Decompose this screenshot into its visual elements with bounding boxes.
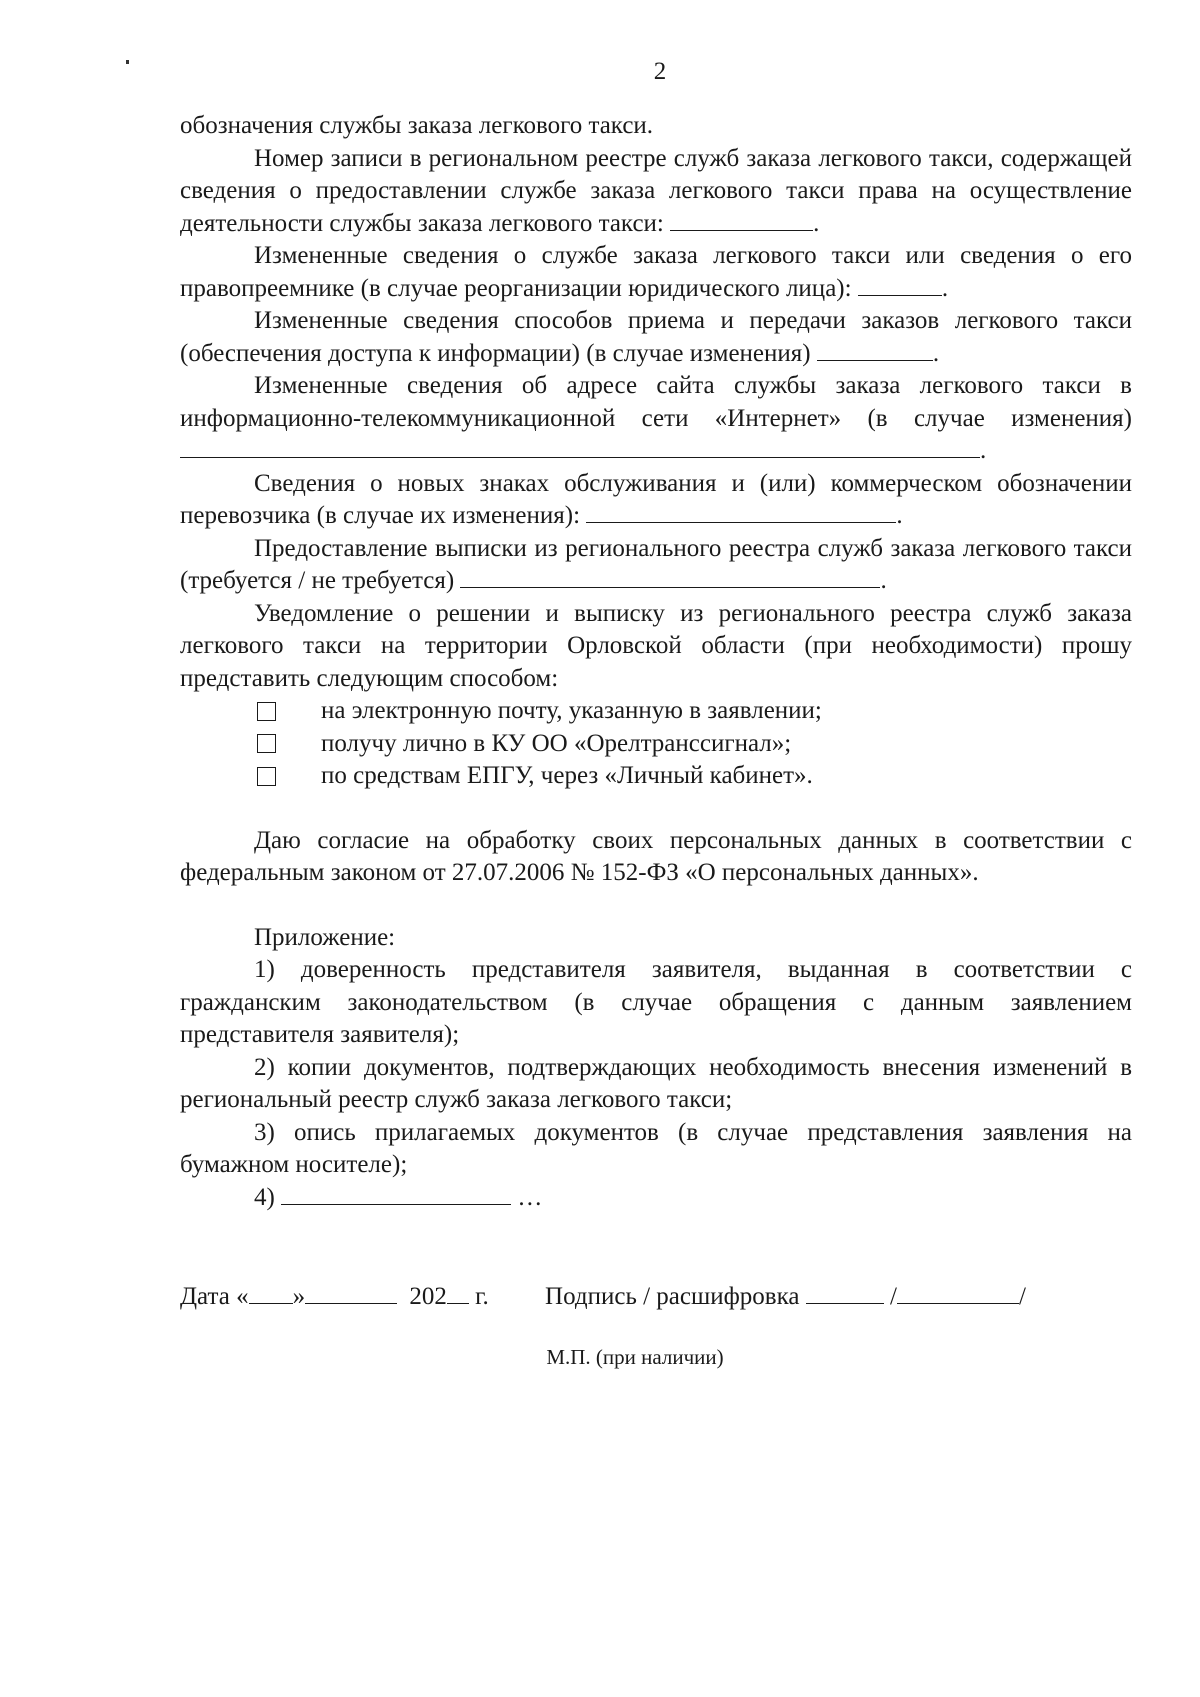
attachments-title: Приложение: [254, 923, 396, 951]
consent-paragraph: Даю согласие на обработку своих персональных данных в соответствии с федеральным законом от 27.07.2006 № 152-ФЗ «О персональных данных». [180, 826, 1132, 886]
paragraph-website: Измененные сведения об адресе сайта службы заказа легкового такси в информационно-телекоммуникационной сети «Интернет» (в случае изменения) . [180, 372, 1132, 464]
attachment-item: 2) копии документов, подтверждающих необходимость внесения изменений в региональный реестр служб заказа легкового такси; [180, 1053, 1132, 1113]
paragraph-changed-info: Измененные сведения о службе заказа легкового такси или сведения о его правопреемнике (в случае реорганизации юридического лица): . [180, 242, 1132, 302]
extract-blank[interactable] [460, 565, 880, 588]
attachment-item: 1) доверенность представителя заявителя, выданная в соответствии с гражданским законодательством (в случае обращения с данным заявлением представителя заявителя); [180, 956, 1132, 1048]
year-suffix: г. [475, 1283, 489, 1310]
paragraph-extract: Предоставление выписки из регионального реестра служб заказа легкового такси (требуется / не требуется) . [180, 534, 1132, 594]
year-blank[interactable] [447, 1281, 469, 1304]
delivery-option-label: на электронную почту, указанную в заявлении; [321, 697, 822, 724]
delivery-option-label: получу лично в КУ ОО «Орелтранссигнал»; [321, 729, 792, 757]
year-prefix: 202 [409, 1283, 447, 1310]
delivery-option-label: по средствам ЕПГУ, через «Личный кабинет». [321, 762, 813, 789]
application-body [180, 110, 1132, 1214]
checkbox-in-person[interactable] [257, 734, 276, 753]
paragraph-registry-number: Номер записи в региональном реестре служб заказа легкового такси, содержащей сведения о предоставлении службе заказа легкового такси права на осуществление деятельности службы заказа легкового такси: . [180, 144, 1132, 237]
month-blank[interactable] [305, 1281, 397, 1304]
changed-info-blank[interactable] [858, 273, 942, 296]
delivery-option-in-person[interactable] [180, 728, 1132, 761]
attachment-item: 3) опись прилагаемых документов (в случае представления заявления на бумажном носителе); [180, 1118, 1132, 1178]
page-number: 2 [653, 58, 667, 85]
paragraph-notification: Уведомление о решении и выписку из регионального реестра служб заказа легкового такси на территории Орловской области (при необходимости) прошу представить следующим способом: [180, 599, 1132, 692]
stamp-note: М.П. (при наличии) [546, 1345, 724, 1369]
trademarks-blank[interactable] [586, 500, 896, 523]
order-methods-blank[interactable] [817, 338, 933, 361]
delivery-option-epgu[interactable] [180, 760, 1132, 793]
day-blank[interactable] [249, 1281, 293, 1304]
registry-number-blank[interactable] [670, 208, 813, 231]
paragraph-continuation: обозначения службы заказа легкового такси. [180, 112, 654, 139]
delivery-option-email[interactable] [180, 695, 1132, 728]
checkbox-email[interactable] [257, 702, 276, 721]
paragraph-trademarks: Сведения о новых знаках обслуживания и (или) коммерческом обозначении перевозчика (в случае их изменения): . [180, 469, 1132, 529]
website-blank[interactable] [180, 435, 980, 458]
date-label: Дата « [180, 1283, 249, 1310]
name-decoding-blank[interactable] [897, 1281, 1019, 1304]
date-signature-line: Дата « » 202 г. Подпись / расшифровка / / [180, 1283, 1026, 1310]
checkbox-epgu[interactable] [257, 767, 276, 786]
signature-blank[interactable] [806, 1281, 884, 1304]
attachment-4-blank[interactable] [281, 1182, 511, 1205]
paragraph-order-methods: Измененные сведения способов приема и передачи заказов легкового такси (обеспечения доступа к информации) (в случае изменения) . [180, 307, 1132, 367]
attachment-item-4: 4) … [254, 1183, 543, 1211]
signature-label: Подпись / расшифровка [545, 1283, 800, 1310]
